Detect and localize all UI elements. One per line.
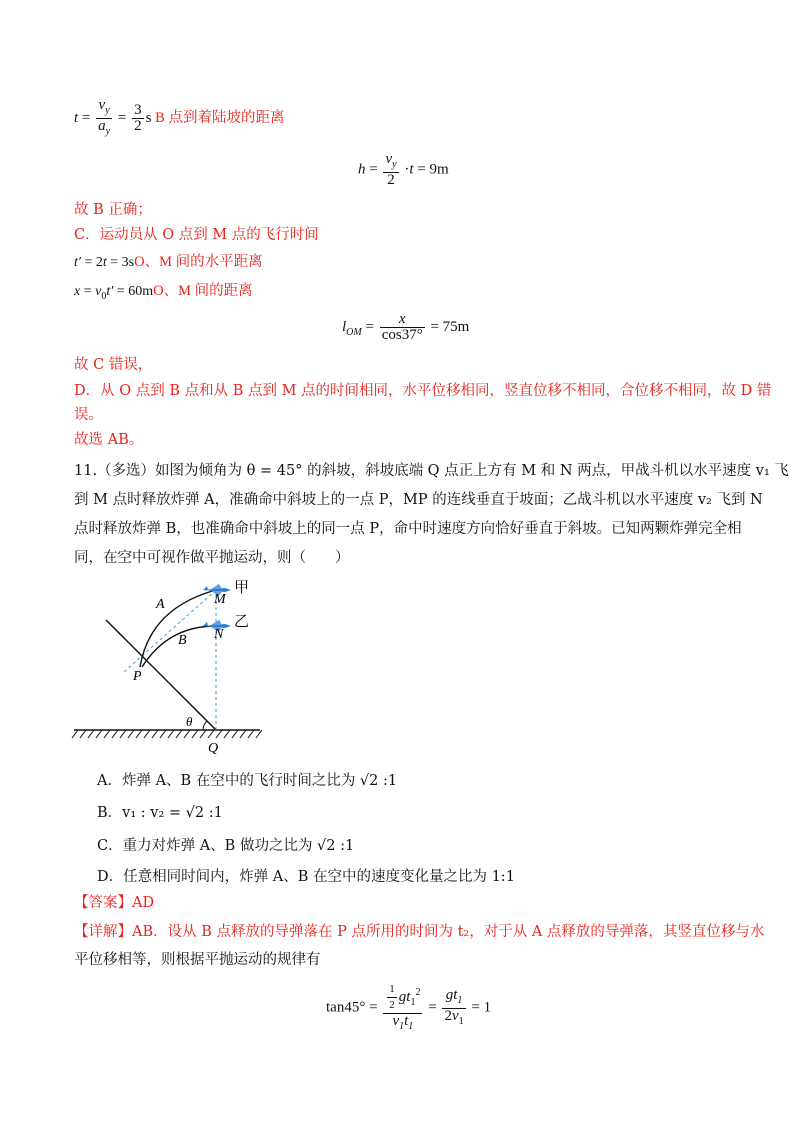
line-t-prime: t′ = 2t = 3sO、M 间的水平距离: [74, 254, 263, 270]
detail-line-1: 【详解】AB．设从 B 点释放的导弹落在 P 点所用的时间为 t₂，对于从 A 点释放的导弹落，其竖直位移与水: [74, 924, 765, 940]
label-p: P: [133, 669, 142, 684]
option-c: C．重力对炸弹 A、B 做功之比为 √2 :1: [97, 838, 355, 854]
question-line-3: 点时释放炸弹 B，也准确命中斜坡上的同一点 P，命中时速度方向恰好垂直于斜坡。已知两颗炸弹完全相: [74, 521, 742, 537]
line-b-correct: 故 B 正确；: [74, 202, 152, 218]
label-m: M: [214, 592, 226, 607]
line-d-2: 误。: [74, 407, 103, 423]
label-theta: θ: [186, 714, 193, 729]
eq-time-line: t = $\frac{v_y}{a_y}$ = $\frac{3}{2}$ s B 点到着陆坡的距离: [74, 97, 285, 137]
label-q: Q: [208, 741, 219, 756]
eq-height: h = $\frac{v_y}{2}$ ·t = 9m: [358, 151, 449, 188]
line6-text: O、M 间的距离: [153, 283, 253, 299]
line-c-wrong: 故 C 错误，: [74, 357, 153, 373]
line5-text: O、M 间的水平距离: [134, 254, 263, 270]
trajectory-a: [140, 590, 216, 667]
eq-l-om: $l_{OM}$ = $\frac{x}{\cos 37^\circ}$ = 75m: [342, 311, 470, 343]
ground-hatching: [72, 730, 262, 738]
question-line-4: 同，在空中可视作做平抛运动，则（ ）: [74, 550, 350, 566]
label-a: A: [156, 597, 165, 612]
slope-line: [106, 620, 216, 730]
line-x: $x = v_0t' = 60mO$、M 间的距离: [74, 283, 253, 302]
physics-figure: [70, 570, 280, 765]
line-c-heading: C．运动员从 O 点到 M 点的飞行时间: [74, 227, 319, 243]
label-jia: 甲: [234, 580, 250, 596]
option-d: D．任意相同时间内，炸弹 A、B 在空中的速度变化量之比为 1:1: [97, 869, 515, 885]
option-a: A．炸弹 A、B 在空中的飞行时间之比为 √2 :1: [97, 773, 398, 789]
line1-text: B 点到着陆坡的距离: [155, 109, 285, 126]
question-line-2: 到 M 点时释放炸弹 A，准确命中斜坡上的一点 P，MP 的连线垂直于坡面；乙战斗机以水平速度 v₂ 飞到 N: [74, 492, 763, 508]
detail-line-2: 平位移相等，则根据平抛运动的规律有: [74, 952, 321, 968]
line-choose-ab: 故选 AB。: [74, 432, 144, 448]
mp-dashed: [124, 590, 216, 672]
label-yi: 乙: [234, 614, 250, 630]
label-b: B: [178, 633, 187, 648]
line-d-1: D．从 O 点到 B 点和从 B 点到 M 点的时间相同，水平位移相同，竖直位移不相同，合位移不相同，故 D 错: [74, 383, 772, 399]
answer-label: 【答案】AD: [74, 895, 155, 911]
eq-tan45: tan45° = $\frac{1}{2}$ $gt_1^2$ $v_1t_1$ = $\frac{gt_1}{2v_1}$ = 1: [326, 983, 492, 1032]
question-line-1: 11.（多选）如图为倾角为 θ = 45° 的斜坡，斜坡底端 Q 点正上方有 M 和 N 两点，甲战斗机以水平速度 v₁ 飞: [74, 463, 789, 479]
theta-arc: [203, 721, 207, 730]
label-n: N: [214, 627, 224, 642]
option-b: B．v₁ : v₂ = √2 :1: [97, 805, 223, 821]
